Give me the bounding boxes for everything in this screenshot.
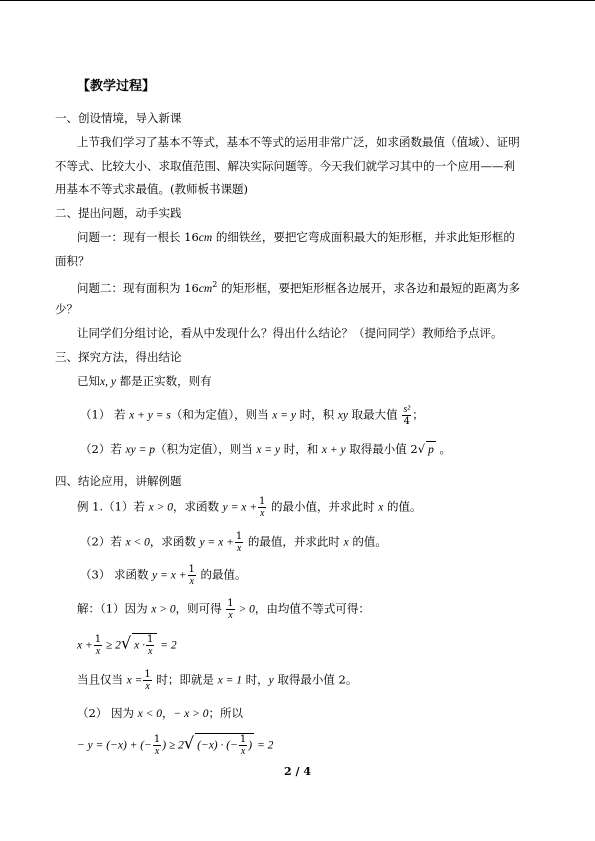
heading-1: 一、创设情境，导入新课 — [55, 111, 182, 125]
paragraph-1-line-2: 不等式、比较大小、求取值范围、解决实际问题等。今天我们就学习其中的一个应用——利 — [55, 159, 515, 173]
section-title: 【教学过程】 — [77, 79, 156, 94]
page-number: 2 / 4 — [284, 765, 311, 778]
inequality-2: − y = (−x) + (− $\frac{1}{x}$ ) ≥ 2√ (−x) · (− $\frac{1}{x}$ ) = 2 — [77, 733, 274, 757]
fraction-1-over-x: $\frac{1}{x}$ — [188, 564, 195, 587]
known-condition: 已知x, y 都是正实数，则有 — [77, 374, 212, 388]
equality-condition: 当且仅当 x = $\frac{1}{x}$ 时；即就是 x = 1 时，y 取得最小值 2。 — [77, 669, 358, 692]
fraction-1-over-x: $\frac{1}{x}$ — [259, 496, 266, 519]
example-1-part-2: （2）若 x < 0，求函数 y = x + $\frac{1}{x}$ 的最值，并求此时 x 的值。 — [80, 531, 387, 554]
question-2-line-2: 少？ — [55, 302, 78, 316]
fraction-1-over-x: $\frac{1}{x}$ — [144, 669, 151, 692]
fraction-1-over-x: $\frac{1}{x}$ — [235, 531, 243, 554]
fraction-s2-over-4: $\frac{\text{s²}}{4}$ — [403, 404, 411, 427]
example-1-part-1: 例 1.（1）若 x > 0，求函数 y = x + $\frac{1}{x}$ 的最小值，并求此时 x 的值。 — [77, 496, 422, 519]
top-border — [0, 0, 595, 1]
question-1-line-2: 面积？ — [55, 254, 90, 268]
heading-4: 四、结论应用，讲解例题 — [55, 474, 182, 488]
solution-part-1: 解：（1）因为 x > 0，则可得 $\frac{1}{x}$ > 0，由均值不等式可得： — [77, 598, 370, 621]
question-1-line-1: 问题一：现有一根长 16cm 的细铁丝，要把它弯成面积最大的矩形框，并求此矩形框的 — [77, 230, 515, 244]
paragraph-1-line-3: 用基本不等式求最值。(教师板书课题) — [55, 182, 248, 196]
fraction-1-over-x: $\frac{1}{x}$ — [227, 598, 234, 621]
example-1-part-3: （3） 求函数 y = x + $\frac{1}{x}$ 的最值。 — [80, 564, 247, 587]
fraction-1-over-x: $\frac{1}{x}$ — [153, 734, 161, 757]
question-2-line-1: 问题二：现有面积为 $16cm^2$ 的矩形框，要把矩形框各边展开，求各边和最短的距离为多 — [77, 280, 520, 295]
discussion-paragraph: 让同学们分组讨论，看从中发现什么？得出什么结论？（提问同学）教师给予点评。 — [77, 326, 503, 340]
fraction-1-over-x: $\frac{1}{x}$ — [239, 734, 247, 757]
heading-3: 三、探究方法，得出结论 — [55, 350, 182, 364]
fraction-1-over-x: $\frac{1}{x}$ — [94, 634, 102, 657]
heading-2: 二、提出问题，动手实践 — [55, 206, 182, 220]
inequality-1: x + $\frac{1}{x}$ ≥ 2√ x · $\frac{1}{x}$ = 2 — [77, 633, 177, 657]
solution-part-2: （2） 因为 x < 0，− x > 0；所以 — [77, 706, 244, 720]
conclusion-2: （2）若 xy = p（积为定值），则当 x = y 时，和 x + y 取得最小值 2√ p 。 — [80, 442, 451, 456]
paragraph-1-line-1: 上节我们学习了基本不等式，基本不等式的运用非常广泛，如求函数最值（值域）、证明 — [77, 135, 520, 149]
conclusion-1: （1） 若 x + y = s（和为定值），则当 x = y 时，积 xy 取最大值 $\frac{\text{s²}}{4}$ ； — [80, 404, 424, 427]
fraction-1-over-x: $\frac{1}{x}$ — [147, 634, 154, 657]
